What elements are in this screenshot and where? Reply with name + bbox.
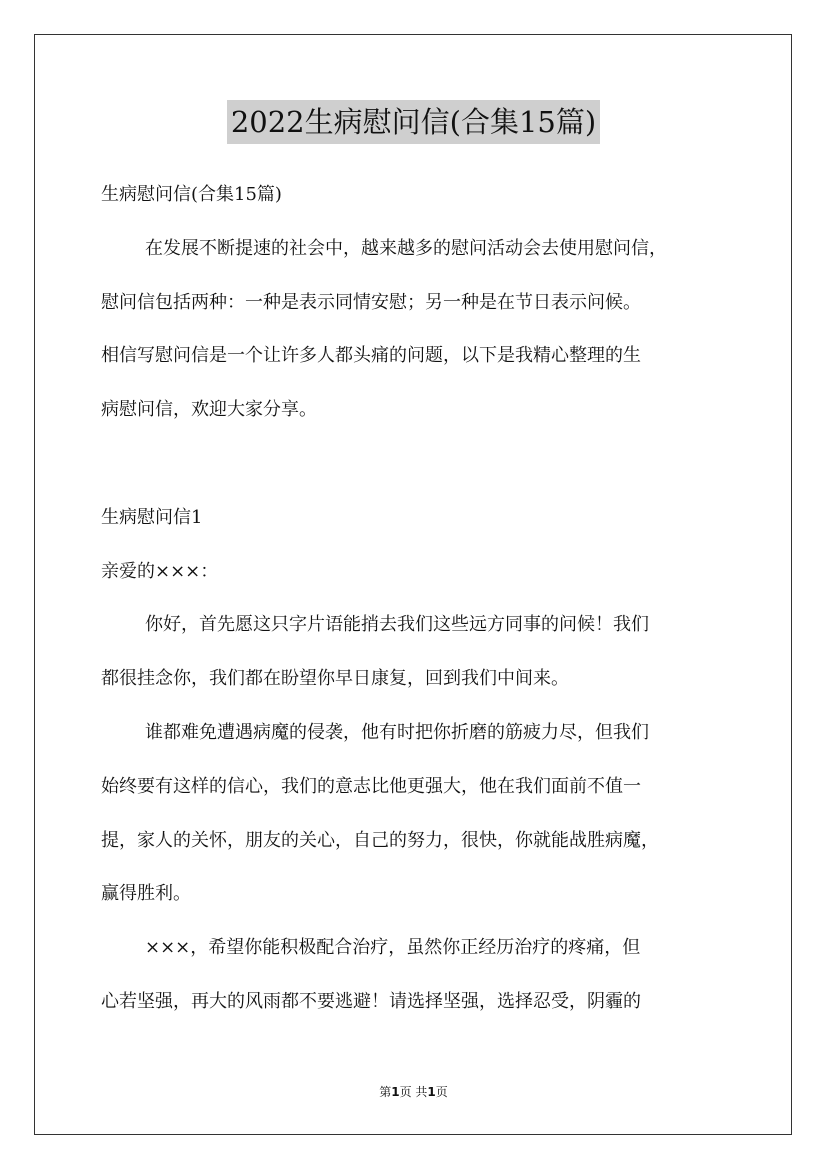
footer-suffix: 页 <box>435 1085 448 1099</box>
footer-mid: 页 共 <box>399 1085 428 1099</box>
intro-line: 病慰问信，欢迎大家分享。 <box>101 399 317 421</box>
intro-line: 慰问信包括两种：一种是表示同情安慰；另一种是在节日表示问候。 <box>101 291 641 313</box>
intro-line: 相信写慰问信是一个让许多人都头痛的问题，以下是我精心整理的生 <box>101 345 641 367</box>
footer-page-number: 1 <box>391 1085 400 1099</box>
body-line: 你好，首先愿这只字片语能捎去我们这些远方同事的问候！我们 <box>145 614 649 636</box>
blank-line <box>101 440 741 494</box>
title-container <box>0 100 827 144</box>
body-line: 都很挂念你，我们都在盼望你早日康复，回到我们中间来。 <box>101 668 569 690</box>
intro-line: 在发展不断提速的社会中，越来越多的慰问活动会去使用慰问信， <box>145 237 667 259</box>
body-line: ×××，希望你能积极配合治疗，虽然你正经历治疗的疼痛，但 <box>145 937 641 959</box>
footer-page-total: 1 <box>427 1085 436 1099</box>
subtitle: 生病慰问信(合集15篇) <box>101 184 282 205</box>
body-line: 赢得胜利。 <box>101 883 191 905</box>
salutation: 亲爱的×××： <box>101 560 219 582</box>
body-line: 提，家人的关怀，朋友的关心，自己的努力，很快，你就能战胜病魔， <box>101 829 659 851</box>
body-line: 谁都难免遭遇病魔的侵袭，他有时把你折磨的筋疲力尽，但我们 <box>145 721 649 743</box>
document-body <box>101 171 741 1032</box>
body-line: 始终要有这样的信心，我们的意志比他更强大，他在我们面前不值一 <box>101 775 641 797</box>
page-footer <box>0 1083 827 1100</box>
document-title: 2022生病慰问信(合集15篇) <box>227 100 600 144</box>
footer-prefix: 第 <box>379 1085 392 1099</box>
section-heading: 生病慰问信1 <box>101 506 203 528</box>
body-line: 心若坚强，再大的风雨都不要逃避！请选择坚强，选择忍受，阴霾的 <box>101 990 641 1012</box>
